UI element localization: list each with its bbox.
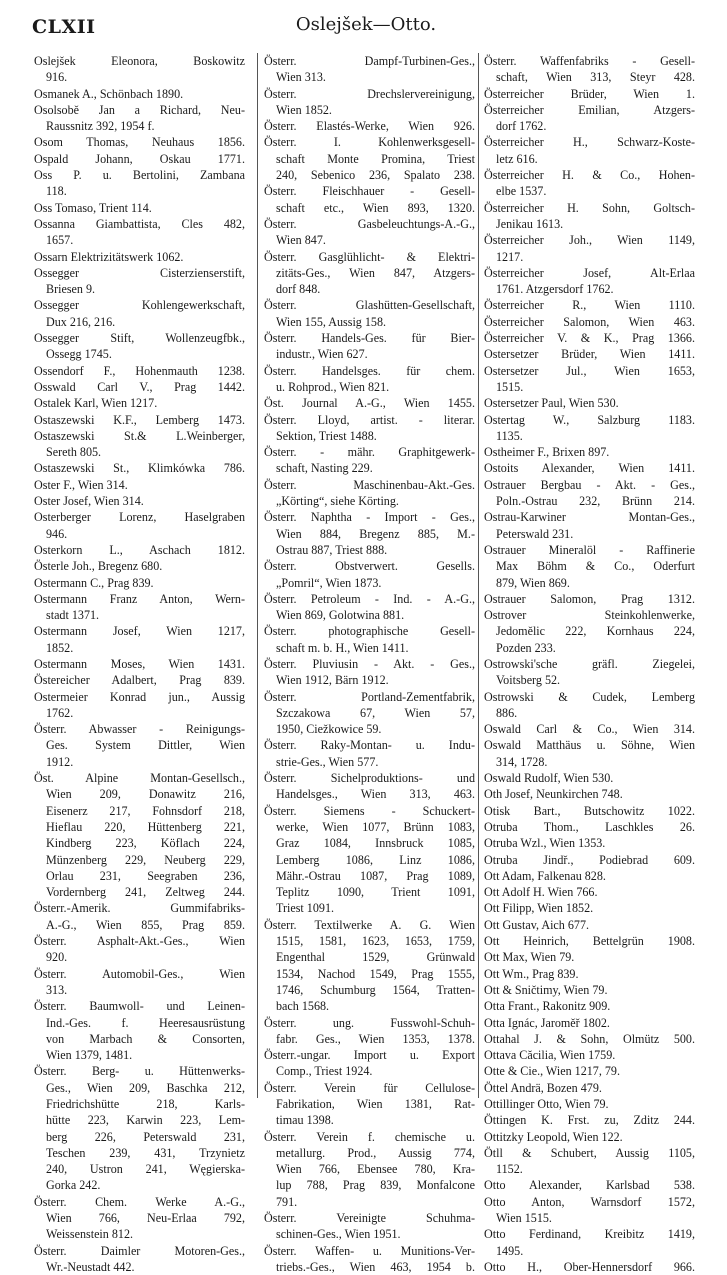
entry-line: Otta Frant., Rakonitz 909.: [484, 999, 611, 1014]
entry-line: Ostaszewski K.F., Lemberg 1473.: [34, 412, 245, 427]
entry-line: Österr. - mähr. Graphitgewerk-: [264, 445, 475, 460]
entry-continuation-line: 1746, Schumburg 1564, Tratten-: [276, 982, 475, 997]
entry-continuation-line: Engenthal 1529, Grünwald: [276, 950, 475, 965]
entry-continuation-line: Raussnitz 392, 1954 f.: [46, 119, 155, 134]
entry-line: Ostrover Steinkohlenwerke,: [484, 608, 695, 623]
entry-line: Österr. Abwasser - Reinigungs-: [34, 722, 245, 737]
entry-line: Österr. I. Kohlenwerksgesell-: [264, 135, 475, 150]
entry-line: Ottitzky Leopold, Wien 122.: [484, 1129, 623, 1144]
entry-continuation-line: metallurg. Prod., Aussig 774,: [276, 1145, 475, 1160]
entry-continuation-line: Ind.-Ges. f. Heeresausrüstung: [46, 1015, 245, 1030]
entry-continuation-line: 1515, 1581, 1623, 1653, 1759,: [276, 934, 475, 949]
entry-line: Oss P. u. Bertolini, Zambana: [34, 168, 245, 183]
entry-continuation-line: schinen-Ges., Wien 1951.: [276, 1227, 401, 1242]
entry-line: Osom Thomas, Neuhaus 1856.: [34, 135, 245, 150]
entry-continuation-line: Comp., Triest 1924.: [276, 1064, 373, 1079]
entry-continuation-line: industr., Wien 627.: [276, 347, 368, 362]
entry-continuation-line: fabr. Ges., Wien 1353, 1378.: [276, 1031, 475, 1046]
entry-line: Österr. Fleischhauer - Gesell-: [264, 184, 475, 199]
running-head: Oslejšek—Otto.: [295, 14, 437, 35]
entry-line: Osmanek A., Schönbach 1890.: [34, 86, 184, 101]
entry-line: Österreicher Brüder, Wien 1.: [484, 86, 695, 101]
entry-continuation-line: berg 226, Peterswald 231,: [46, 1129, 245, 1144]
entry-continuation-line: Wien 1912, Bärn 1912.: [276, 673, 389, 688]
entry-line: Otruba Jindř., Podiebrad 609.: [484, 852, 695, 867]
entry-line: Österr. Handelsges. für chem.: [264, 363, 475, 378]
entry-line: Ossarn Elektrizitätswerk 1062.: [34, 249, 184, 264]
entry-continuation-line: 313.: [46, 982, 68, 997]
entry-line: Österreicher H., Schwarz-Koste-: [484, 135, 695, 150]
entry-continuation-line: 240, Sebenico 236, Spalato 238.: [276, 168, 475, 183]
entry-continuation-line: 1152.: [496, 1162, 523, 1177]
entry-continuation-line: 1657.: [46, 233, 74, 248]
entry-line: Öttingen K. Frst. zu, Zditz 244.: [484, 1113, 695, 1128]
entry-line: Österr. Lloyd, artist. - literar.: [264, 412, 475, 427]
entry-line: Otruba Wzl., Wien 1353.: [484, 836, 606, 851]
entry-line: Ossegger Stift, Wollenzeugfbk.,: [34, 331, 245, 346]
entry-continuation-line: 1762.: [46, 705, 74, 720]
entry-line: Oswald Matthäus u. Söhne, Wien: [484, 738, 695, 753]
entry-line: Österr. Textilwerke A. G. Wien: [264, 917, 475, 932]
entry-continuation-line: hütte 223, Karwin 223, Lem-: [46, 1113, 245, 1128]
entry-line: Österreicher Josef, Alt-Erlaa: [484, 265, 695, 280]
entry-line: Österreicher H. & Co., Hohen-: [484, 168, 695, 183]
entry-continuation-line: timau 1398.: [276, 1113, 334, 1128]
entry-line: Österr. Obstverwert. Gesells.: [264, 559, 475, 574]
entry-continuation-line: Jedomělic 222, Kornhaus 224,: [496, 624, 695, 639]
entry-line: Österr. Chem. Werke A.-G.,: [34, 1194, 245, 1209]
entry-line: Österr. Sichelproduktions- und: [264, 771, 475, 786]
entry-continuation-line: A.-G., Wien 855, Prag 859.: [46, 917, 245, 932]
entry-line: Ostrowski & Cudek, Lemberg: [484, 689, 695, 704]
page-number: CLXII: [32, 16, 96, 38]
entry-line: Oswald Carl & Co., Wien 314.: [484, 722, 695, 737]
entry-line: Ötll & Schubert, Aussig 1105,: [484, 1145, 695, 1160]
entry-line: Österr. Waffen- u. Munitions-Ver-: [264, 1243, 475, 1258]
entry-line: Öttel Andrä, Bozen 479.: [484, 1080, 602, 1095]
entry-continuation-line: Friedrichshütte 218, Karls-: [46, 1097, 245, 1111]
entry-line: Österle Joh., Bregenz 680.: [34, 559, 163, 574]
entry-continuation-line: Handelsges., Wien 313, 463.: [276, 787, 475, 802]
entry-line: Otto Anton, Warnsdorf 1572,: [484, 1194, 695, 1209]
entry-continuation-line: 1852.: [46, 640, 74, 655]
entry-continuation-line: letz 616.: [496, 151, 538, 166]
entry-continuation-line: Wien 869, Golotwina 881.: [276, 608, 405, 623]
entry-line: Otto Ferdinand, Kreibitz 1419,: [484, 1227, 695, 1242]
entry-line: Ottillinger Otto, Wien 79.: [484, 1097, 609, 1111]
entry-continuation-line: schaft, Nasting 229.: [276, 461, 373, 476]
index-column-3: [484, 53, 695, 1275]
entry-continuation-line: Sereth 805.: [46, 445, 102, 460]
entry-line: Österr. photographische Gesell-: [264, 624, 475, 639]
entry-continuation-line: 118.: [46, 184, 67, 199]
entry-continuation-line: Wien 884, Bregenz 885, M.-: [276, 526, 475, 541]
entry-continuation-line: Wien 1852.: [276, 102, 332, 117]
entry-continuation-line: Wien 209, Donawitz 216,: [46, 787, 245, 802]
entry-continuation-line: Fabrikation, Wien 1381, Rat-: [276, 1097, 475, 1111]
entry-continuation-line: von Marbach & Consorten,: [46, 1031, 245, 1046]
entry-line: Österreicher Joh., Wien 1149,: [484, 233, 695, 248]
entry-continuation-line: schaft etc., Wien 893, 1320.: [276, 200, 475, 215]
entry-line: Oslejšek Eleonora, Boskowitz: [34, 54, 245, 68]
entry-continuation-line: dorf 1762.: [496, 119, 547, 134]
entry-line: Ott & Sničtimy, Wien 79.: [484, 982, 608, 997]
entry-continuation-line: 240, Ustron 241, Węgierska-: [46, 1162, 245, 1177]
entry-continuation-line: 879, Wien 869.: [496, 575, 570, 590]
entry-line: Ott Max, Wien 79.: [484, 950, 575, 965]
entry-continuation-line: Wien 766, Ebensee 780, Kra-: [276, 1162, 475, 1177]
entry-continuation-line: Gorka 242.: [46, 1178, 101, 1193]
entry-continuation-line: Wien 847.: [276, 233, 326, 248]
entry-line: Ott Adam, Falkenau 828.: [484, 868, 606, 883]
entry-continuation-line: 1495.: [496, 1243, 524, 1258]
entry-continuation-line: werke, Wien 1077, Brünn 1083,: [276, 819, 475, 834]
entry-line: Ottava Căcilia, Wien 1759.: [484, 1048, 616, 1063]
entry-continuation-line: Triest 1091.: [276, 901, 335, 916]
entry-line: Österr. ung. Fusswohl-Schuh-: [264, 1015, 475, 1030]
entry-line: Österr. Verein für Cellulose-: [264, 1080, 475, 1095]
entry-continuation-line: Wr.-Neustadt 442.: [46, 1259, 135, 1274]
entry-line: Ostersetzer Paul, Wien 530.: [484, 396, 619, 411]
entry-line: Ostalek Karl, Wien 1217.: [34, 396, 158, 411]
entry-continuation-line: Graz 1084, Innsbruck 1085,: [276, 836, 475, 851]
entry-line: Öst. Alpine Montan-Gesellsch.,: [34, 771, 245, 786]
entry-line: Osterberger Lorenz, Haselgraben: [34, 510, 245, 525]
entry-continuation-line: Jenikau 1613.: [496, 216, 564, 231]
entry-continuation-line: 920.: [46, 950, 68, 965]
entry-line: Ostrauer Mineralöl - Raffinerie: [484, 542, 695, 557]
entry-continuation-line: Max Böhm & Co., Oderfurt: [496, 559, 695, 574]
entry-line: Otta Ignác, Jaroměř 1802.: [484, 1015, 610, 1030]
entry-line: Ostertag W., Salzburg 1183.: [484, 412, 695, 427]
entry-continuation-line: 1761. Atzgersdorf 1762.: [496, 282, 614, 297]
entry-continuation-line: Ostrau 887, Triest 888.: [276, 542, 388, 557]
entry-continuation-line: 1217.: [496, 249, 524, 264]
entry-continuation-line: Teschen 239, 431, Trzynietz: [46, 1145, 245, 1160]
entry-line: Ott Adolf H. Wien 766.: [484, 885, 598, 900]
entry-continuation-line: Sektion, Triest 1488.: [276, 428, 377, 443]
entry-continuation-line: 946.: [46, 526, 68, 541]
entry-continuation-line: Hieflau 220, Hüttenberg 221,: [46, 819, 245, 834]
entry-line: Ostheimer F., Brixen 897.: [484, 445, 610, 460]
entry-line: Oswald Rudolf, Wien 530.: [484, 771, 614, 786]
entry-line: Ott Gustav, Aich 677.: [484, 917, 590, 932]
entry-continuation-line: Ossegg 1745.: [46, 347, 112, 362]
entry-line: Österr. Pluviusin - Akt. - Ges.,: [264, 656, 475, 671]
entry-continuation-line: lup 788, Prag 839, Monfalcone: [276, 1178, 475, 1193]
entry-line: Österr.-ungar. Import u. Export: [264, 1048, 475, 1063]
entry-line: Österreicher V. & K., Prag 1366.: [484, 331, 695, 346]
entry-line: Österr. Glashütten-Gesellschaft,: [264, 298, 475, 313]
entry-continuation-line: 1515.: [496, 379, 524, 394]
entry-continuation-line: 1534, Nachod 1549, Prag 1555,: [276, 966, 475, 981]
entry-line: Österr. Gasglühlicht- & Elektri-: [264, 249, 475, 264]
entry-line: Oster Josef, Wien 314.: [34, 494, 144, 509]
entry-line: Osolsobě Jan a Richard, Neu-: [34, 102, 245, 117]
entry-continuation-line: Wien 313.: [276, 70, 326, 85]
entry-continuation-line: Orlau 231, Seegraben 236,: [46, 868, 245, 883]
entry-line: Österr. Maschinenbau-Akt.-Ges.: [264, 477, 475, 492]
entry-continuation-line: Kindberg 223, Köflach 224,: [46, 836, 245, 851]
entry-line: Österr. Petroleum - Ind. - A.-G.,: [264, 591, 475, 606]
entry-line: Österr. Handels-Ges. für Bier-: [264, 331, 475, 346]
entry-continuation-line: 791.: [276, 1194, 298, 1209]
entry-continuation-line: u. Rohprod., Wien 821.: [276, 379, 390, 394]
entry-continuation-line: elbe 1537.: [496, 184, 547, 199]
entry-line: Ostaszewski St., Klimkówka 786.: [34, 461, 245, 476]
entry-continuation-line: schaft m. b. H., Wien 1411.: [276, 640, 409, 655]
entry-continuation-line: Dux 216, 216.: [46, 314, 116, 329]
entry-line: Ossegger Cisterzienserstift,: [34, 265, 245, 280]
entry-line: Ospald Johann, Oskau 1771.: [34, 151, 245, 166]
entry-line: Oss Tomaso, Trient 114.: [34, 200, 152, 215]
entry-line: Otto H., Ober-Hennersdorf 966.: [484, 1259, 695, 1274]
entry-continuation-line: Wien 766, Neu-Erlaa 792,: [46, 1211, 245, 1226]
entry-line: Ostermann Franz Anton, Wern-: [34, 591, 245, 606]
entry-line: Ostaszewski St.& L.Weinberger,: [34, 428, 245, 443]
entry-line: Österr. Asphalt-Akt.-Ges., Wien: [34, 934, 245, 949]
entry-line: Österr. Drechslervereinigung,: [264, 86, 475, 101]
entry-continuation-line: schaft Monte Promina, Triest: [276, 151, 475, 166]
entry-continuation-line: Pozden 233.: [496, 640, 556, 655]
entry-line: Ostrauer Salomon, Prag 1312.: [484, 591, 695, 606]
entry-line: Österreicher R., Wien 1110.: [484, 298, 695, 313]
entry-continuation-line: Wien 1379, 1481.: [46, 1048, 133, 1063]
column-divider: [478, 53, 479, 1098]
entry-continuation-line: 1135.: [496, 428, 523, 443]
entry-continuation-line: Voitsberg 52.: [496, 673, 561, 688]
entry-line: Österr. Elastés-Werke, Wien 926.: [264, 119, 475, 134]
entry-line: Osterkorn L., Aschach 1812.: [34, 542, 245, 557]
entry-line: Ostersetzer Brüder, Wien 1411.: [484, 347, 695, 362]
page-header: [32, 12, 700, 44]
entry-line: Otruba Thom., Laschkles 26.: [484, 819, 695, 834]
entry-line: Ostrauer Bergbau - Akt. - Ges.,: [484, 477, 695, 492]
index-column-1: [34, 53, 245, 1275]
index-column-2: [264, 53, 475, 1275]
entry-continuation-line: „Körting“, siehe Körting.: [276, 494, 399, 509]
entry-line: Oth Josef, Neunkirchen 748.: [484, 787, 623, 802]
entry-line: Österr.-Amerik. Gummifabriks-: [34, 901, 245, 916]
entry-continuation-line: Poln.-Ostrau 232, Brünn 214.: [496, 494, 695, 509]
entry-continuation-line: strie-Ges., Wien 577.: [276, 754, 379, 769]
entry-continuation-line: 916.: [46, 70, 68, 85]
entry-line: Ossanna Giambattista, Cles 482,: [34, 216, 245, 231]
entry-line: Ott Wm., Prag 839.: [484, 966, 579, 981]
entry-continuation-line: Peterswald 231.: [496, 526, 574, 541]
entry-line: Österr. Baumwoll- und Leinen-: [34, 999, 245, 1014]
entry-line: Otisk Bart., Butschowitz 1022.: [484, 803, 695, 818]
entry-continuation-line: 886.: [496, 705, 518, 720]
entry-continuation-line: „Pomril“, Wien 1873.: [276, 575, 382, 590]
entry-continuation-line: Briesen 9.: [46, 282, 96, 297]
entry-continuation-line: zitäts-Ges., Wien 847, Atzgers-: [276, 265, 475, 280]
entry-continuation-line: Wien 155, Aussig 158.: [276, 314, 387, 329]
entry-continuation-line: Mähr.-Ostrau 1087, Prag 1089,: [276, 868, 475, 883]
entry-line: Österreicher Salomon, Wien 463.: [484, 314, 695, 329]
entry-line: Ostermann Moses, Wien 1431.: [34, 656, 245, 671]
entry-line: Ostermeier Konrad jun., Aussig: [34, 689, 245, 704]
entry-line: Ostermann Josef, Wien 1217,: [34, 624, 245, 639]
column-divider: [257, 53, 258, 1098]
entry-continuation-line: Münzenberg 229, Neuberg 229,: [46, 852, 245, 867]
entry-line: Österr. Verein f. chemische u.: [264, 1129, 475, 1144]
entry-line: Österreicher H. Sohn, Goltsch-: [484, 200, 695, 215]
entry-continuation-line: schaft, Wien 313, Steyr 428.: [496, 70, 695, 85]
entry-continuation-line: triebs.-Ges., Wien 463, 1954 b.: [276, 1259, 475, 1274]
entry-continuation-line: Weissenstein 812.: [46, 1227, 134, 1242]
entry-line: Österr. Raky-Montan- u. Indu-: [264, 738, 475, 753]
entry-line: Otto Alexander, Karlsbad 538.: [484, 1178, 695, 1193]
entry-continuation-line: 1912.: [46, 754, 74, 769]
entry-line: Ostoits Alexander, Wien 1411.: [484, 461, 695, 476]
entry-line: Ottahal J. & Sohn, Olmütz 500.: [484, 1031, 695, 1046]
entry-continuation-line: Teplitz 1090, Trient 1091,: [276, 885, 475, 900]
entry-line: Ostrowski'sche gräfl. Ziegelei,: [484, 656, 695, 671]
entry-line: Ossegger Kohlengewerkschaft,: [34, 298, 245, 313]
entry-line: Ott Heinrich, Bettelgrün 1908.: [484, 934, 695, 949]
entry-continuation-line: stadt 1371.: [46, 608, 100, 623]
entry-line: Ostermann C., Prag 839.: [34, 575, 154, 590]
entry-line: Österreicher Emilian, Atzgers-: [484, 102, 695, 117]
entry-continuation-line: Ges., Wien 209, Baschka 212,: [46, 1080, 245, 1095]
entry-continuation-line: Wien 1515.: [496, 1211, 552, 1226]
entry-continuation-line: dorf 848.: [276, 282, 321, 297]
entry-line: Osswald Carl V., Prag 1442.: [34, 379, 245, 394]
entry-continuation-line: Szczakowa 67, Wien 57,: [276, 705, 475, 720]
entry-line: Österr. Waffenfabriks - Gesell-: [484, 54, 695, 68]
entry-line: Österr. Dampf-Turbinen-Ges.,: [264, 54, 475, 68]
entry-continuation-line: Lemberg 1086, Linz 1086,: [276, 852, 475, 867]
entry-line: Ostersetzer Jul., Wien 1653,: [484, 363, 695, 378]
entry-line: Österr. Gasbeleuchtungs-A.-G.,: [264, 216, 475, 231]
entry-continuation-line: Ges. System Dittler, Wien: [46, 738, 245, 753]
entry-continuation-line: 314, 1728.: [496, 754, 548, 769]
entry-line: Östereicher Adalbert, Prag 839.: [34, 673, 245, 688]
entry-line: Ossendorf F., Hohenmauth 1238.: [34, 363, 245, 378]
entry-line: Österr. Automobil-Ges., Wien: [34, 966, 245, 981]
entry-line: Österr. Portland-Zementfabrik,: [264, 689, 475, 704]
entry-line: Österr. Daimler Motoren-Ges.,: [34, 1243, 245, 1258]
entry-line: Ott Filipp, Wien 1852.: [484, 901, 594, 916]
entry-line: Österr. Naphtha - Import - Ges.,: [264, 510, 475, 525]
entry-line: Ostrau-Karwiner Montan-Ges.,: [484, 510, 695, 525]
entry-continuation-line: 1950, Ciežkowice 59.: [276, 722, 382, 737]
entry-continuation-line: bach 1568.: [276, 999, 330, 1014]
entry-line: Österr. Vereinigte Schuhma-: [264, 1211, 475, 1226]
entry-line: Österr. Berg- u. Hüttenwerks-: [34, 1064, 245, 1079]
entry-line: Österr. Siemens - Schuckert-: [264, 803, 475, 818]
entry-line: Öst. Journal A.-G., Wien 1455.: [264, 396, 475, 411]
entry-continuation-line: Eisenerz 217, Fohnsdorf 218,: [46, 803, 245, 818]
entry-line: Otte & Cie., Wien 1217, 79.: [484, 1064, 621, 1079]
entry-line: Oster F., Wien 314.: [34, 477, 128, 492]
entry-continuation-line: Vordernberg 241, Zeltweg 244.: [46, 885, 245, 900]
